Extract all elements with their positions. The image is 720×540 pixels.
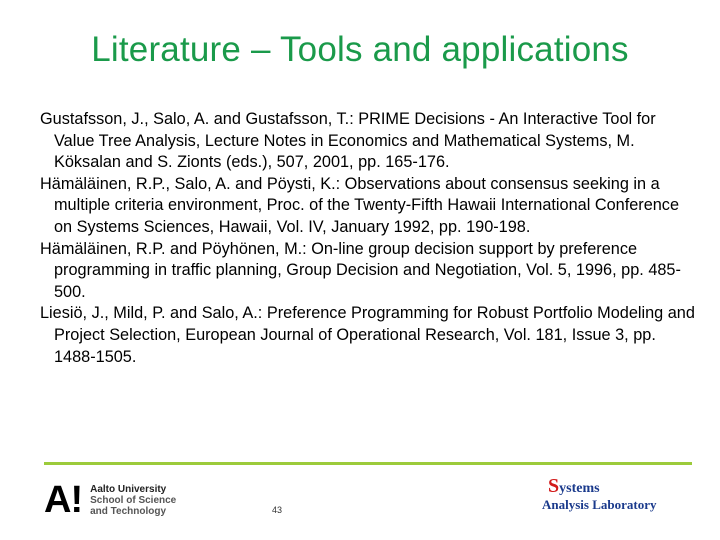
aalto-wordmark (90, 484, 176, 517)
sal-logo-line2: Analysis Laboratory (542, 497, 657, 512)
reference-item: Gustafsson, J., Salo, A. and Gustafsson, T.: PRIME Decisions - An Interactive Tool for Value Tree Analysis, Lecture Notes in Economics and Mathematical Systems, M. Köksalan and S. Zionts (eds.), 507, 2001, pp. 165-176. (40, 110, 656, 172)
reference-item: Hämäläinen, R.P., Salo, A. and Pöysti, K.: Observations about consensus seeking in a multiple criteria environment, Proc. of the Twenty-Fifth Hawaii International Conference on Systems Sciences, Hawaii, Vol. IV, January 1992, pp. 190-198. (40, 174, 680, 236)
aalto-name: Aalto University (90, 483, 167, 495)
slide-title: Literature – Tools and applications (91, 30, 629, 69)
aalto-school-line2: and Technology (90, 505, 167, 517)
reference-list (40, 109, 700, 368)
aalto-school-line1: School of Science (90, 494, 177, 506)
reference-item: Hämäläinen, R.P. and Pöyhönen, M.: On-line group decision support by preference programming in traffic planning, Group Decision and Negotiation, Vol. 5, 1996, pp. 485-500. (40, 239, 681, 301)
aalto-logo (44, 480, 176, 520)
aalto-mark: A! (44, 479, 83, 521)
sal-logo-initial: S (548, 475, 560, 497)
sal-logo-line1 (542, 475, 672, 497)
sal-logo-systems: ystems (559, 481, 600, 496)
systems-analysis-lab-logo (542, 475, 672, 512)
reference-item: Liesiö, J., Mild, P. and Salo, A.: Preference Programming for Robust Portfolio Modeling and Project Selection, European Journal of Operational Research, Vol. 181, Issue 3, pp. 1488-1505. (40, 304, 695, 366)
page-number: 43 (271, 505, 282, 515)
footer-divider (44, 462, 692, 465)
